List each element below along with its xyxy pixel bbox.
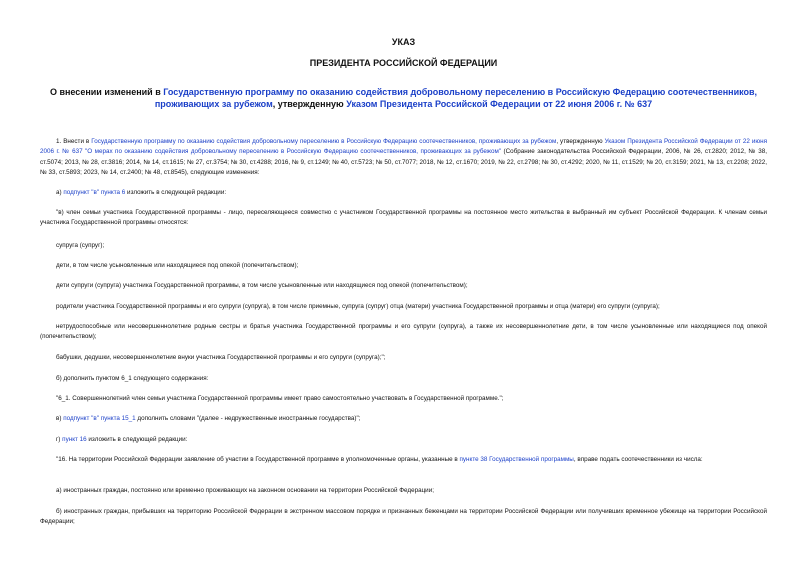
- family-member-definition: "в) член семьи участника Государственной программы - лицо, переселяющееся совместно с участником Государственной программы на постоянное место жительства в выбранный им субъект Российской Федерации. К членам семьи участника Государственной программы относятся:: [40, 209, 767, 227]
- list-item-siblings: нетрудоспособные или несовершеннолетние родные сестры и братья участника Государственной программы и его супруги (супруга), а также их несовершеннолетние дети, в том числе усыновленные или находящиеся под опекой (попечительством);: [40, 323, 767, 341]
- list-item-parents: родители участника Государственной программы и его супруги (супруга), в том числе приемные, супруга (супруг) отца (матери) участника Государственной программы и отца (матери) его супруги (супруга);: [56, 303, 660, 310]
- paragraph-text: а): [56, 189, 64, 196]
- paragraph-text: 1. Внести в: [56, 138, 92, 145]
- list-item-grandparents: бабушки, дедушки, несовершеннолетние внуки участника Государственной программы и его супруги (супруга);";: [56, 354, 386, 361]
- link-decree[interactable]: Указом Президента Российской Федерации от 22 июня 2006 г. № 637 "О мерах по оказанию содействия добровольному переселению в Российскую Федерацию соотечественников, проживающих за рубежом": [40, 138, 767, 156]
- list-item-spouse: супруга (супруг);: [56, 242, 105, 249]
- paragraph-text: , вправе подать соотечественники из числа:: [573, 456, 703, 463]
- title-text: , утвержденную: [272, 99, 347, 109]
- paragraph-text: в): [56, 415, 64, 422]
- document-type: УКАЗ: [391, 37, 416, 47]
- subparagraph-g: [40, 435, 767, 445]
- subparagraph-v: [40, 414, 767, 424]
- paragraph-1: [40, 137, 767, 179]
- subparagraph-b: б) дополнить пунктом 6_1 следующего содержания:: [56, 375, 209, 382]
- point-16-a: а) иностранных граждан, постоянно или временно проживающих на законном основании на территории Российской Федерации;: [56, 487, 434, 494]
- link-program[interactable]: Государственную программу по оказанию содействия добровольному переселению в Российскую Федерацию соотечественников, проживающих за рубежом: [91, 138, 557, 145]
- list-item-spouse-children: дети супруги (супруга) участника Государственной программы, в том числе усыновленные или находящиеся под опекой (попечительством);: [56, 282, 468, 289]
- paragraph-text: г): [56, 436, 63, 443]
- link-subpoint-v-point-15-1[interactable]: подпункт "в" пункта 15_1: [63, 415, 136, 422]
- point-16-b: б) иностранных граждан, прибывших на территорию Российской Федерации в экстренном массовом порядке и признанных беженцами на территории Российской Федерации или получивших временное убежище на территории Российской Федерации;: [40, 508, 767, 526]
- paragraph-text: "16. На территории Российской Федерации заявление об участии в Государственной программе в уполномоченные органы, указанные в: [56, 456, 460, 463]
- link-subpoint-v-point-6[interactable]: подпункт "в" пункта 6: [63, 189, 126, 196]
- point-6-1: "6_1. Совершеннолетний член семьи участника Государственной программы имеет право самостоятельно участвовать в Государственной программе.";: [56, 395, 504, 402]
- paragraph-text: изложить в следующей редакции:: [125, 189, 227, 196]
- paragraph-text: дополнить словами "(далее - недружественные иностранные государства)";: [135, 415, 361, 422]
- paragraph-text: (Собрание законодательства Российской Федерации, 2006, № 26, ст.2820; 2012, № 38, ст.5074; 2013, № 28, ст.3816; 2014, № 14, ст.1615; № 27, ст.3754; № 30, ст.4288; 2016, № 9, ст.1249; № 40, ст.5723; № 50, ст.7077; 2018, № 12, ст.1670; 2019, № 22, ст.2798; № 30, ст.4292; 2020, № 11, ст.1529; № 20, ст.3159; 2021, № 13, ст.2208; 2022, № 33, ст.5893; 2023, № 14, ст.2400; № 48, ст.8545), следующие изменения:: [40, 148, 767, 177]
- title-link-decree[interactable]: Указом Президента Российской Федерации от 22 июня 2006 г. № 637: [346, 99, 653, 109]
- list-item-children: дети, в том числе усыновленные или находящиеся под опекой (попечительством);: [56, 262, 299, 269]
- document-issuer: ПРЕЗИДЕНТА РОССИЙСКОЙ ФЕДЕРАЦИИ: [309, 58, 498, 68]
- title-link-program[interactable]: Государственную программу по оказанию содействия добровольному переселению в Российскую Федерацию соотечественников, проживающих за рубежом: [154, 87, 758, 109]
- subparagraph-a: [40, 188, 767, 198]
- link-point-38[interactable]: пункте 38 Государственной программы: [459, 456, 574, 463]
- title-text: О внесении изменений в: [49, 87, 164, 97]
- point-16: [40, 455, 767, 465]
- paragraph-text: , утвержденную: [556, 138, 605, 145]
- link-point-16[interactable]: пункт 16: [62, 436, 87, 443]
- document-title: [40, 86, 767, 110]
- paragraph-text: изложить в следующей редакции:: [86, 436, 188, 443]
